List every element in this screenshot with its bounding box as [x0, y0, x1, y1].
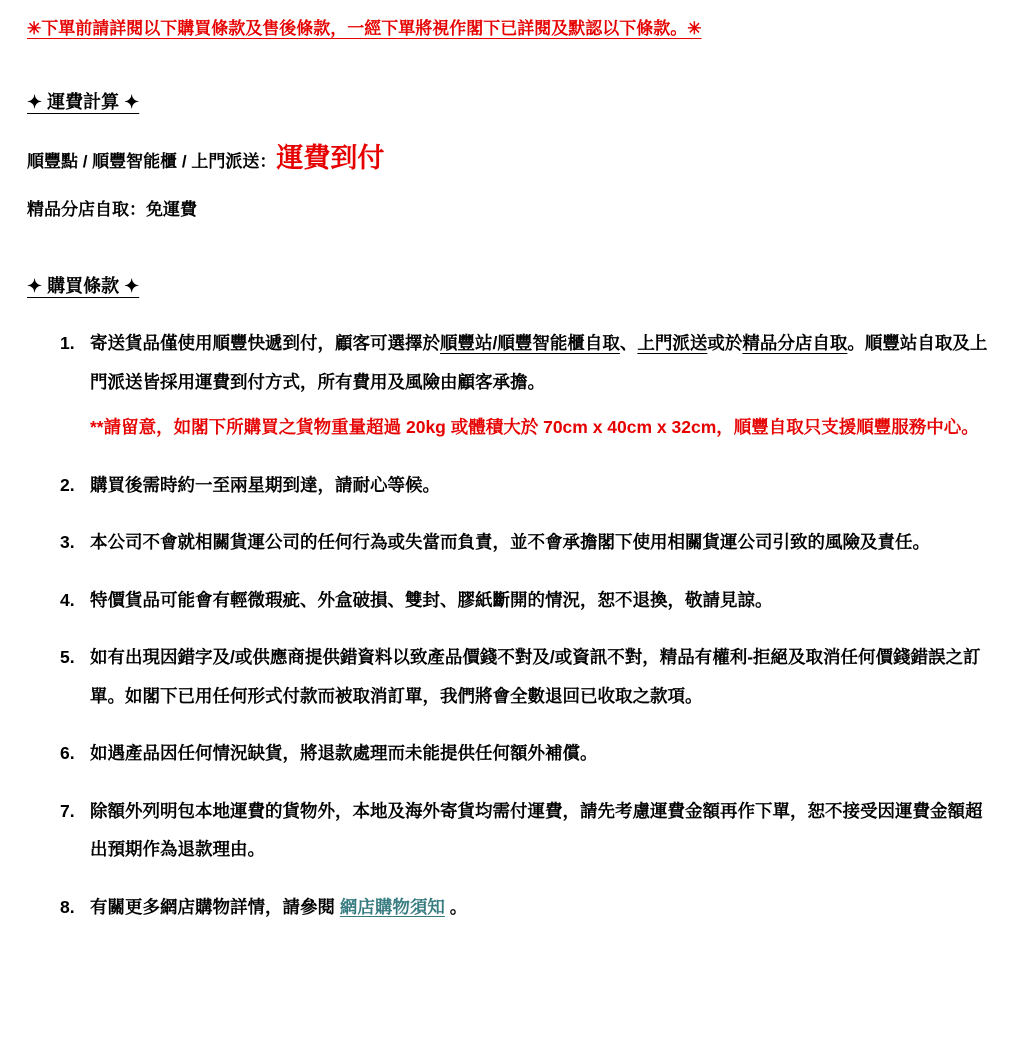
text-segment: 或於 [707, 333, 743, 354]
term-item-5 [27, 638, 998, 715]
text-segment: 、 [619, 333, 638, 354]
term-item-4 [27, 581, 998, 620]
weight-size-warning-note: **請留意，如閣下所購買之貨物重量超過 20kg 或體積大於 70cm x 40cm x 32cm，順豐自取只支援順豐服務中心。 [90, 417, 979, 438]
term-paragraph [90, 324, 995, 401]
shipping-option-line [27, 144, 998, 174]
term-text: 如有出現因錯字及/或供應商提供錯資料以致產品價錢不對及/或資訊不對，精品有權利-拒絕及取消任何價錢錯誤之訂單。如閣下已用任何形式付款而被取消訂單，我們將會全數退回已收取之款項。 [90, 647, 981, 706]
term-number: 7. [60, 800, 75, 821]
term-item-3 [27, 523, 998, 562]
shop-guide-link[interactable]: 網店購物須知 [339, 896, 445, 917]
text-segment: 。 [444, 896, 468, 917]
purchase-terms-heading: ✦ 購買條款 ✦ [27, 276, 140, 297]
term-text [90, 888, 995, 927]
terms-list [27, 322, 998, 926]
shipping-fee-heading: ✦ 運費計算 ✦ [27, 91, 140, 112]
term-number: 1. [60, 333, 75, 354]
term-text: 購買後需時約一至兩星期到達，請耐心等候。 [90, 474, 440, 495]
term-item-7 [27, 792, 998, 869]
pre-order-notice: ✳下單前請詳閱以下購買條款及售後條款，一經下單將視作閣下已詳閱及默認以下條款。✳ [27, 19, 702, 38]
text-segment: 有關更多網店購物詳情，請參閱 [90, 896, 340, 917]
store-pickup-line [27, 195, 998, 220]
term-text [90, 324, 995, 447]
term-item-1 [27, 324, 998, 447]
store-pickup-label: 精品分店自取：免運費 [27, 200, 197, 220]
term-number: 8. [60, 896, 75, 917]
text-segment: 寄送貨品僅使用順豐快遞到付，顧客可選擇於 [90, 333, 440, 354]
term-number: 3. [60, 532, 75, 553]
term-item-2 [27, 466, 998, 505]
term-item-6 [27, 734, 998, 773]
term-text: 除額外列明包本地運費的貨物外，本地及海外寄貨均需付運費，請先考慮運費金額再作下單，恕不接受因運費金額超出預期作為退款理由。 [90, 800, 983, 860]
text-segment: 。順豐站自取及上門派送皆採用運費到付方式，所有費用及風險由顧客承擔。 [90, 333, 988, 392]
underlined-segment-door-delivery: 上門派送 [637, 333, 708, 354]
term-text: 如遇產品因任何情況缺貨，將退款處理而未能提供任何額外補償。 [90, 743, 598, 764]
term-item-8 [27, 888, 998, 927]
term-number: 4. [60, 589, 75, 610]
shipping-fee-section [27, 88, 998, 221]
term-number: 6. [60, 743, 75, 764]
underlined-segment-sf-pickup: 順豐站/順豐智能櫃自取 [440, 333, 620, 354]
freight-collect-value: 運費到付 [276, 142, 385, 173]
shipping-option-label: 順豐點 / 順豐智能櫃 / 上門派送： [27, 151, 277, 171]
term-text: 特價貨品可能會有輕微瑕疵、外盒破損、雙封、膠紙斷開的情況，恕不退換，敬請見諒。 [90, 589, 773, 610]
term-number: 5. [60, 647, 75, 668]
term-text: 本公司不會就相關貨運公司的任何行為或失當而負責，並不會承擔閣下使用相關貨運公司引致的風險及責任。 [90, 532, 930, 553]
term-number: 2. [60, 474, 75, 495]
purchase-terms-section [27, 272, 998, 926]
underlined-segment-store-pickup: 精品分店自取 [742, 333, 848, 354]
